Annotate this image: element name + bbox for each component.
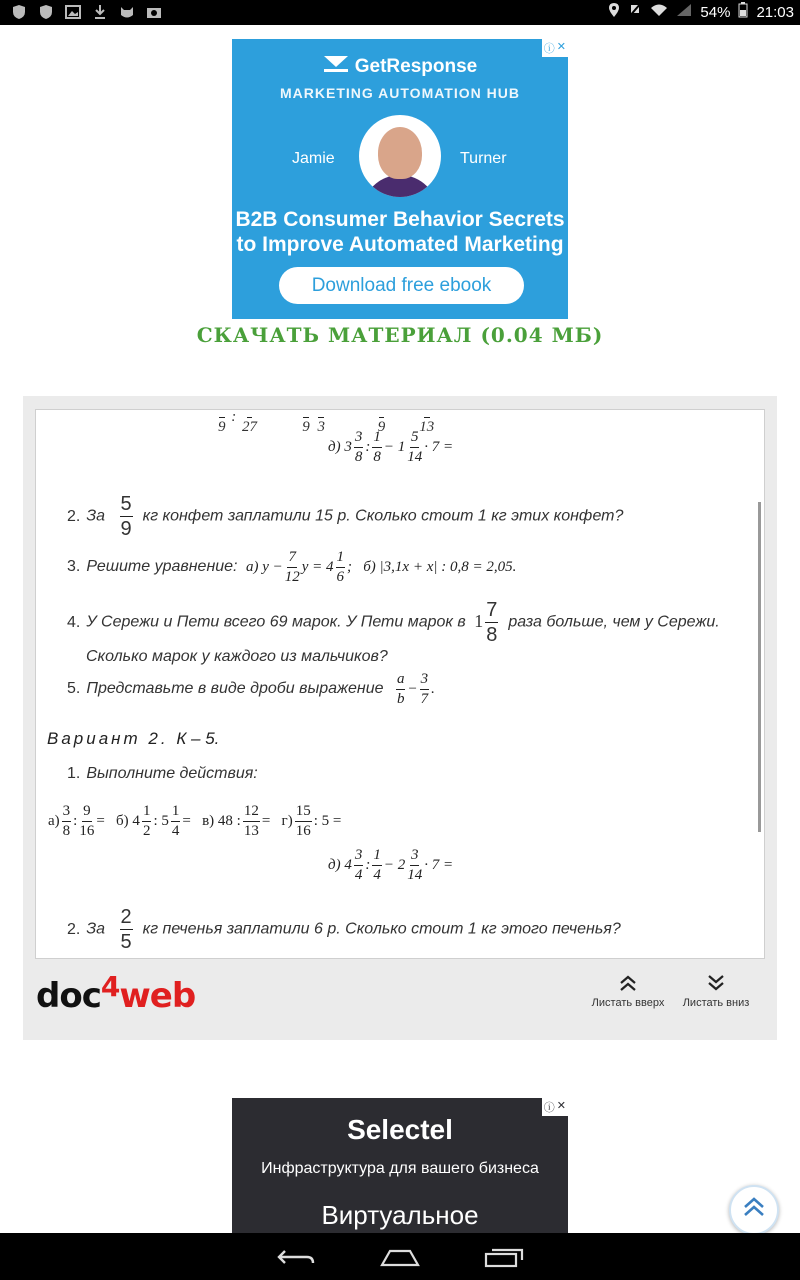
location-icon xyxy=(608,2,620,22)
numerator: 9 xyxy=(82,804,92,822)
variant-code: К – 5. xyxy=(176,729,220,748)
denominator: 12 xyxy=(284,569,300,585)
numerator: 3 xyxy=(410,848,420,866)
ad-tagline: Инфраструктура для вашего бизнеса xyxy=(261,1160,539,1177)
back-icon[interactable] xyxy=(276,1245,316,1269)
question-text: раза больше, чем у Сережи. xyxy=(508,613,720,631)
item-label: а) xyxy=(48,812,60,829)
expression: : 5 xyxy=(153,812,169,829)
status-bar xyxy=(0,0,800,25)
numerator: 1 xyxy=(372,848,382,866)
variant2-heading xyxy=(47,729,219,749)
notification-icons xyxy=(10,3,163,21)
signal-icon xyxy=(676,3,692,21)
logo-part: doc xyxy=(36,976,101,1016)
document-viewer xyxy=(23,396,777,1040)
logo-part: 4 xyxy=(100,970,120,1003)
item-label: б) 4 xyxy=(116,812,140,829)
ad-banner-selectel[interactable] xyxy=(232,1098,568,1233)
denominator: 13 xyxy=(243,823,259,839)
battery-icon xyxy=(738,2,748,22)
whole-number: 1 xyxy=(474,610,484,631)
close-icon[interactable]: ✕ xyxy=(556,1100,566,1112)
expression: ; xyxy=(347,558,352,575)
whole-number: 1 xyxy=(397,438,406,455)
denominator: 8 xyxy=(486,624,498,646)
operator: = xyxy=(96,812,105,829)
operator: = xyxy=(261,812,271,829)
numerator: 3 xyxy=(62,804,72,822)
numerator: 1 xyxy=(336,550,346,568)
item-label: д) 4 xyxy=(328,856,352,873)
denominator: 9 xyxy=(120,518,132,540)
variant1-task1-d: д) 3 $\frac{3}{8}$ : $\frac{1}{8}$ − 1 $\frac{5}{14}$ · 7 = xyxy=(328,429,454,465)
whole-number: 2 xyxy=(397,856,406,873)
numerator: 1 xyxy=(171,804,181,822)
scroll-up-button[interactable] xyxy=(588,974,668,1009)
double-chevron-down-icon xyxy=(676,974,756,997)
camera-icon xyxy=(145,3,163,21)
system-navigation-bar xyxy=(0,1233,800,1280)
question-text: За xyxy=(86,507,106,525)
operator: − xyxy=(407,680,418,697)
expression: : 5 = xyxy=(313,812,342,829)
image-icon xyxy=(64,3,82,21)
item-label: а) xyxy=(245,558,259,575)
numerator: 7 xyxy=(486,599,498,621)
question-text: У Сережи и Пети всего 69 марок. У Пети марок в xyxy=(86,613,466,631)
status-right xyxy=(608,2,794,22)
expression: . xyxy=(431,680,435,697)
expression-tail: · 7 = xyxy=(424,438,454,455)
expression: y − xyxy=(262,558,283,575)
battery-percent: 54% xyxy=(700,3,731,21)
home-icon[interactable] xyxy=(380,1245,420,1269)
denominator: 5 xyxy=(120,931,132,953)
speaker-photo xyxy=(359,115,441,197)
variant2-task1-abvg: а) $\frac{3}{8}$ : $\frac{9}{16}$ = б) 4 $\frac{1}{2}$ : 5 $\frac{1}{4}$ = в) 48 : $\frac{12}{13}$ = г) $\frac{15}{16}$ : 5 = xyxy=(48,803,342,839)
shield-icon xyxy=(37,3,55,21)
variant2-question2 xyxy=(67,907,621,952)
ad-speaker-first: Jamie xyxy=(292,150,335,167)
document-scrollbar[interactable] xyxy=(758,502,761,832)
download-material-link[interactable]: СКАЧАТЬ МАТЕРИАЛ (0.04 МБ) xyxy=(196,323,604,347)
ad-headline xyxy=(232,207,568,257)
question-number: 3. xyxy=(67,557,81,575)
wifi-icon xyxy=(650,3,668,21)
item-label: б) xyxy=(363,558,376,575)
question-text: За xyxy=(86,920,106,938)
ad-banner-getresponse[interactable] xyxy=(232,39,568,319)
back-to-top-button[interactable] xyxy=(729,1185,779,1233)
variant1-question4-line2: Сколько марок у каждого из мальчиков? xyxy=(86,648,388,665)
question-number: 2. xyxy=(67,507,81,525)
numerator: 5 xyxy=(120,493,132,515)
variant1-question2 xyxy=(67,494,623,539)
denominator: 6 xyxy=(336,569,344,585)
envelope-icon xyxy=(323,55,349,79)
denominator: 2 xyxy=(142,823,151,839)
question-text: Представьте в виде дроби выражение xyxy=(86,679,384,697)
ad-subtitle: MARKETING AUTOMATION HUB xyxy=(280,85,520,101)
denominator: 16 xyxy=(295,823,311,839)
double-chevron-up-icon xyxy=(588,974,668,997)
ad-info-icon[interactable]: ⓘ xyxy=(543,1102,555,1114)
question-text: кг конфет заплатили 15 р. Сколько стоит 1 кг этих конфет? xyxy=(142,507,624,525)
clock: 21:03 xyxy=(756,3,794,21)
expression: |3,1x + x| : 0,8 = 2,05. xyxy=(379,558,517,575)
double-chevron-up-icon xyxy=(742,1196,766,1225)
numerator: 12 xyxy=(243,804,260,822)
denominator: 14 xyxy=(407,867,423,883)
numerator: 2 xyxy=(120,906,132,928)
variant-title: Вариант 2. xyxy=(47,729,169,748)
mute-icon xyxy=(628,2,642,22)
ad-info-icon[interactable]: ⓘ xyxy=(543,43,555,55)
item-label: в) 48 : xyxy=(202,812,241,829)
question3-equations xyxy=(245,549,517,585)
download-icon xyxy=(91,3,109,21)
variant1-question4 xyxy=(67,600,720,645)
question-text: Решите уравнение: xyxy=(86,557,238,575)
viewer-toolbar xyxy=(23,966,777,1040)
web-page xyxy=(0,25,800,1233)
shield-icon xyxy=(10,3,28,21)
question-number: 5. xyxy=(67,679,81,697)
expression-tail: · 7 = xyxy=(424,856,454,873)
operator: = xyxy=(182,812,191,829)
ad-brand-logo xyxy=(232,55,568,79)
numerator: 3 xyxy=(354,848,364,866)
whole-number: 3 xyxy=(344,438,352,455)
denominator: 4 xyxy=(373,867,381,883)
numerator: 3 xyxy=(354,430,364,448)
denominator: 8 xyxy=(354,449,363,465)
numerator: 15 xyxy=(295,804,312,822)
denominator: 4 xyxy=(354,867,363,883)
item-label: г) xyxy=(281,812,293,829)
ad-speaker-last: Turner xyxy=(460,150,507,167)
ad-brand-name: GetResponse xyxy=(354,56,478,77)
ad-headline-line1: B2B Consumer Behavior Secrets xyxy=(235,208,565,231)
denominator: 8 xyxy=(373,449,381,465)
denominator: 16 xyxy=(79,823,95,839)
logo-part: web xyxy=(119,976,196,1016)
numerator: 1 xyxy=(372,430,382,448)
variant1-question5 xyxy=(67,672,435,707)
numerator: 7 xyxy=(287,550,297,568)
variant1-question3 xyxy=(67,550,516,585)
variant2-task1-d: д) 4 $\frac{3}{4}$ : $\frac{1}{4}$ − 2 $\frac{3}{14}$ · 7 = xyxy=(328,847,454,883)
item-label: д) xyxy=(328,438,341,455)
close-icon[interactable]: ✕ xyxy=(556,41,566,53)
scroll-down-label: Листать вниз xyxy=(682,997,750,1009)
variant2-question1 xyxy=(67,765,258,783)
speaker-head xyxy=(378,127,422,179)
question5-expression xyxy=(394,671,435,707)
scroll-down-button[interactable] xyxy=(676,974,756,1009)
numerator: 5 xyxy=(410,430,420,448)
denominator: 14 xyxy=(407,449,423,465)
ad-cta-button[interactable]: Download free ebook xyxy=(279,267,524,304)
denominator: 8 xyxy=(62,823,71,839)
cat-icon xyxy=(118,3,136,21)
scroll-up-label: Листать вверх xyxy=(591,997,665,1009)
document-frame[interactable] xyxy=(35,409,765,959)
expression: y = 4 xyxy=(301,558,334,575)
numerator: 1 xyxy=(142,804,152,822)
question-number: 4. xyxy=(67,613,81,631)
ad-headline: Виртуальное xyxy=(321,1200,479,1230)
recent-apps-icon[interactable] xyxy=(484,1245,524,1269)
question-number: 2. xyxy=(67,920,81,938)
question-text: кг печенья заплатили 6 р. Сколько стоит 1 кг этого печенья? xyxy=(142,920,621,938)
denominator: 7 xyxy=(420,691,429,707)
ad-brand-name: Selectel xyxy=(347,1114,453,1145)
numerator: a xyxy=(396,672,406,690)
cutoff-math-line: 9 : 27 9 3 9 13 xyxy=(216,409,436,435)
numerator: 3 xyxy=(420,672,430,690)
question-text: Выполните действия: xyxy=(86,765,258,782)
question-number: 1. xyxy=(67,765,81,782)
denominator: 4 xyxy=(171,823,180,839)
doc4web-logo[interactable] xyxy=(36,970,196,1016)
ad-headline-line2: to Improve Automated Marketing xyxy=(236,233,564,256)
denominator: b xyxy=(396,691,405,707)
